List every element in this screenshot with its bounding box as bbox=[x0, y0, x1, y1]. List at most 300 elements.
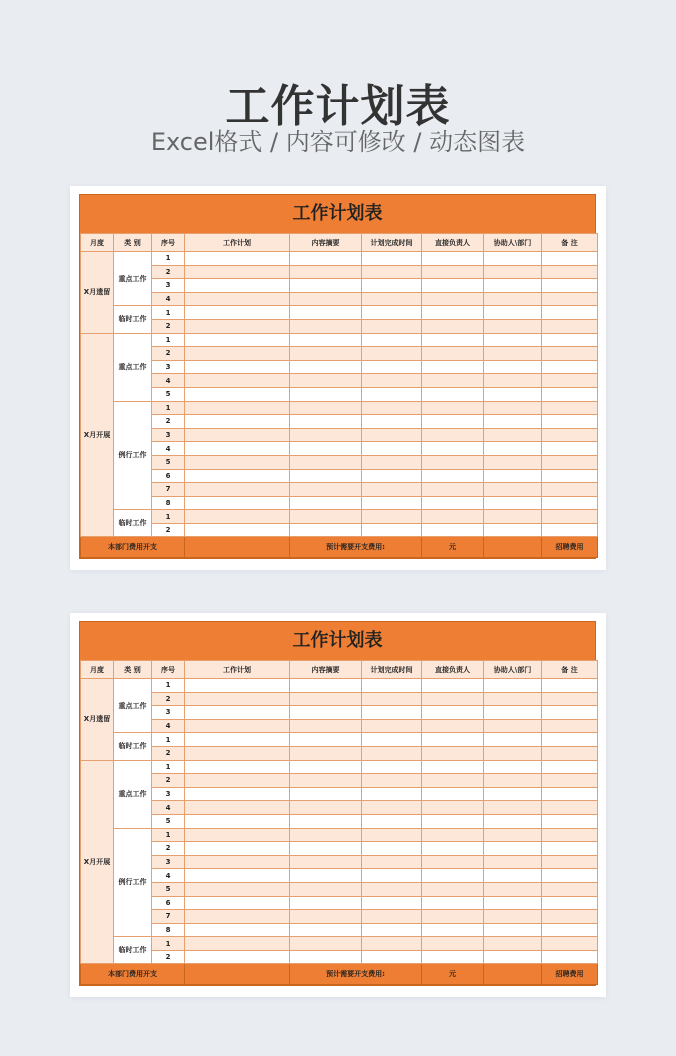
editable-cell[interactable] bbox=[484, 387, 542, 401]
editable-cell[interactable] bbox=[362, 760, 422, 774]
editable-cell[interactable] bbox=[185, 760, 290, 774]
editable-cell[interactable] bbox=[484, 896, 542, 910]
editable-cell[interactable] bbox=[290, 774, 362, 788]
editable-cell[interactable] bbox=[290, 855, 362, 869]
editable-cell[interactable] bbox=[290, 279, 362, 293]
editable-cell[interactable] bbox=[362, 801, 422, 815]
editable-cell[interactable] bbox=[484, 679, 542, 693]
editable-cell[interactable] bbox=[422, 360, 484, 374]
editable-cell[interactable] bbox=[185, 374, 290, 388]
editable-cell[interactable] bbox=[362, 428, 422, 442]
editable-cell[interactable] bbox=[484, 292, 542, 306]
editable-cell[interactable] bbox=[362, 360, 422, 374]
editable-cell[interactable] bbox=[362, 415, 422, 429]
editable-cell[interactable] bbox=[290, 719, 362, 733]
editable-cell[interactable] bbox=[290, 523, 362, 537]
editable-cell[interactable] bbox=[422, 706, 484, 720]
editable-cell[interactable] bbox=[362, 828, 422, 842]
editable-cell[interactable] bbox=[484, 347, 542, 361]
editable-cell[interactable] bbox=[290, 760, 362, 774]
editable-cell[interactable] bbox=[484, 801, 542, 815]
table-row bbox=[81, 910, 598, 924]
editable-cell[interactable] bbox=[362, 347, 422, 361]
editable-cell[interactable] bbox=[185, 882, 290, 896]
editable-cell[interactable] bbox=[290, 692, 362, 706]
editable-cell[interactable] bbox=[362, 252, 422, 266]
table-row bbox=[81, 719, 598, 733]
editable-cell[interactable] bbox=[290, 265, 362, 279]
editable-cell[interactable] bbox=[542, 869, 598, 883]
editable-cell[interactable] bbox=[362, 746, 422, 760]
editable-cell[interactable] bbox=[290, 706, 362, 720]
editable-cell[interactable] bbox=[542, 333, 598, 347]
row-number: 8 bbox=[152, 923, 185, 937]
editable-cell[interactable] bbox=[542, 842, 598, 856]
editable-cell[interactable] bbox=[290, 882, 362, 896]
editable-cell[interactable] bbox=[542, 319, 598, 333]
editable-cell[interactable] bbox=[484, 319, 542, 333]
editable-cell[interactable] bbox=[542, 814, 598, 828]
editable-cell[interactable] bbox=[290, 828, 362, 842]
editable-cell[interactable] bbox=[422, 415, 484, 429]
editable-cell[interactable] bbox=[422, 855, 484, 869]
editable-cell[interactable] bbox=[290, 923, 362, 937]
editable-cell[interactable] bbox=[362, 523, 422, 537]
header-row bbox=[81, 234, 598, 252]
footer-estimated-cost: 预计需要开支费用: bbox=[290, 537, 422, 558]
editable-cell[interactable] bbox=[422, 387, 484, 401]
editable-cell[interactable] bbox=[185, 896, 290, 910]
editable-cell[interactable] bbox=[422, 950, 484, 964]
editable-cell[interactable] bbox=[542, 428, 598, 442]
editable-cell[interactable] bbox=[422, 292, 484, 306]
editable-cell[interactable] bbox=[484, 306, 542, 320]
editable-cell[interactable] bbox=[185, 869, 290, 883]
editable-cell[interactable] bbox=[542, 265, 598, 279]
footer-department-cost: 本部门费用开支 bbox=[81, 537, 185, 558]
editable-cell[interactable] bbox=[542, 306, 598, 320]
editable-cell[interactable] bbox=[290, 374, 362, 388]
editable-cell[interactable] bbox=[362, 679, 422, 693]
editable-cell[interactable] bbox=[290, 842, 362, 856]
editable-cell[interactable] bbox=[542, 469, 598, 483]
editable-cell[interactable] bbox=[484, 733, 542, 747]
editable-cell[interactable] bbox=[185, 333, 290, 347]
editable-cell[interactable] bbox=[422, 719, 484, 733]
month-cell: X月开展 bbox=[81, 760, 114, 964]
editable-cell[interactable] bbox=[484, 374, 542, 388]
editable-cell[interactable] bbox=[290, 319, 362, 333]
row-number: 3 bbox=[152, 279, 185, 293]
editable-cell[interactable] bbox=[484, 855, 542, 869]
column-header: 直接负责人 bbox=[422, 234, 484, 252]
editable-cell[interactable] bbox=[185, 937, 290, 951]
editable-cell[interactable] bbox=[422, 333, 484, 347]
table-row bbox=[81, 882, 598, 896]
editable-cell[interactable] bbox=[362, 842, 422, 856]
editable-cell[interactable] bbox=[422, 828, 484, 842]
editable-cell[interactable] bbox=[484, 442, 542, 456]
editable-cell[interactable] bbox=[484, 760, 542, 774]
row-number: 2 bbox=[152, 774, 185, 788]
editable-cell[interactable] bbox=[484, 265, 542, 279]
month-cell: X月遗留 bbox=[81, 679, 114, 761]
editable-cell[interactable] bbox=[185, 679, 290, 693]
editable-cell[interactable] bbox=[185, 923, 290, 937]
editable-cell[interactable] bbox=[290, 896, 362, 910]
editable-cell[interactable] bbox=[290, 787, 362, 801]
editable-cell[interactable] bbox=[185, 483, 290, 497]
row-number: 3 bbox=[152, 428, 185, 442]
editable-cell[interactable] bbox=[362, 510, 422, 524]
editable-cell[interactable] bbox=[484, 869, 542, 883]
editable-cell[interactable] bbox=[542, 774, 598, 788]
editable-cell[interactable] bbox=[362, 292, 422, 306]
editable-cell[interactable] bbox=[185, 706, 290, 720]
editable-cell[interactable] bbox=[484, 469, 542, 483]
editable-cell[interactable] bbox=[362, 306, 422, 320]
editable-cell[interactable] bbox=[422, 523, 484, 537]
editable-cell[interactable] bbox=[185, 252, 290, 266]
editable-cell[interactable] bbox=[422, 910, 484, 924]
editable-cell[interactable] bbox=[362, 401, 422, 415]
editable-cell[interactable] bbox=[422, 733, 484, 747]
editable-cell[interactable] bbox=[290, 428, 362, 442]
editable-cell[interactable] bbox=[542, 347, 598, 361]
editable-cell[interactable] bbox=[290, 360, 362, 374]
table-row bbox=[81, 923, 598, 937]
editable-cell[interactable] bbox=[185, 292, 290, 306]
editable-cell[interactable] bbox=[362, 706, 422, 720]
editable-cell[interactable] bbox=[542, 374, 598, 388]
editable-cell[interactable] bbox=[542, 910, 598, 924]
editable-cell[interactable] bbox=[422, 814, 484, 828]
editable-cell[interactable] bbox=[542, 923, 598, 937]
table-row bbox=[81, 347, 598, 361]
category-cell: 重点工作 bbox=[114, 679, 152, 733]
editable-cell[interactable] bbox=[542, 855, 598, 869]
editable-cell[interactable] bbox=[542, 401, 598, 415]
editable-cell[interactable] bbox=[185, 814, 290, 828]
editable-cell[interactable] bbox=[362, 442, 422, 456]
editable-cell[interactable] bbox=[422, 774, 484, 788]
editable-cell[interactable] bbox=[185, 415, 290, 429]
spreadsheet bbox=[79, 621, 596, 986]
editable-cell[interactable] bbox=[185, 842, 290, 856]
row-number: 4 bbox=[152, 869, 185, 883]
editable-cell[interactable] bbox=[542, 896, 598, 910]
editable-cell[interactable] bbox=[542, 882, 598, 896]
column-header: 工作计划 bbox=[185, 661, 290, 679]
footer-recruit-cost: 招聘费用 bbox=[542, 537, 598, 558]
editable-cell[interactable] bbox=[422, 787, 484, 801]
editable-cell[interactable] bbox=[484, 774, 542, 788]
editable-cell[interactable] bbox=[422, 801, 484, 815]
editable-cell[interactable] bbox=[542, 746, 598, 760]
editable-cell[interactable] bbox=[362, 374, 422, 388]
editable-cell[interactable] bbox=[542, 360, 598, 374]
editable-cell[interactable] bbox=[484, 523, 542, 537]
editable-cell[interactable] bbox=[362, 910, 422, 924]
editable-cell[interactable] bbox=[185, 855, 290, 869]
editable-cell[interactable] bbox=[185, 787, 290, 801]
editable-cell[interactable] bbox=[484, 496, 542, 510]
editable-cell[interactable] bbox=[484, 455, 542, 469]
editable-cell[interactable] bbox=[422, 319, 484, 333]
editable-cell[interactable] bbox=[542, 719, 598, 733]
spreadsheet bbox=[79, 194, 596, 559]
editable-cell[interactable] bbox=[290, 496, 362, 510]
editable-cell[interactable] bbox=[362, 950, 422, 964]
editable-cell[interactable] bbox=[362, 469, 422, 483]
editable-cell[interactable] bbox=[422, 679, 484, 693]
editable-cell[interactable] bbox=[362, 733, 422, 747]
editable-cell[interactable] bbox=[290, 679, 362, 693]
editable-cell[interactable] bbox=[484, 882, 542, 896]
editable-cell[interactable] bbox=[290, 746, 362, 760]
editable-cell[interactable] bbox=[422, 937, 484, 951]
editable-cell[interactable] bbox=[542, 733, 598, 747]
editable-cell[interactable] bbox=[484, 937, 542, 951]
editable-cell[interactable] bbox=[542, 787, 598, 801]
editable-cell[interactable] bbox=[290, 387, 362, 401]
editable-cell[interactable] bbox=[422, 842, 484, 856]
editable-cell[interactable] bbox=[185, 401, 290, 415]
column-header: 计划完成时间 bbox=[362, 234, 422, 252]
editable-cell[interactable] bbox=[542, 950, 598, 964]
editable-cell[interactable] bbox=[185, 387, 290, 401]
editable-cell[interactable] bbox=[185, 523, 290, 537]
editable-cell[interactable] bbox=[484, 923, 542, 937]
editable-cell[interactable] bbox=[290, 483, 362, 497]
editable-cell[interactable] bbox=[362, 265, 422, 279]
editable-cell[interactable] bbox=[422, 455, 484, 469]
editable-cell[interactable] bbox=[185, 469, 290, 483]
footer-row bbox=[81, 964, 598, 985]
row-number: 1 bbox=[152, 679, 185, 693]
editable-cell[interactable] bbox=[542, 937, 598, 951]
category-cell: 例行工作 bbox=[114, 401, 152, 510]
editable-cell[interactable] bbox=[185, 950, 290, 964]
row-number: 2 bbox=[152, 692, 185, 706]
editable-cell[interactable] bbox=[362, 387, 422, 401]
editable-cell[interactable] bbox=[484, 333, 542, 347]
editable-cell[interactable] bbox=[542, 679, 598, 693]
footer-unit: 元 bbox=[422, 964, 484, 985]
editable-cell[interactable] bbox=[185, 265, 290, 279]
editable-cell[interactable] bbox=[290, 814, 362, 828]
editable-cell[interactable] bbox=[422, 483, 484, 497]
editable-cell[interactable] bbox=[362, 719, 422, 733]
editable-cell[interactable] bbox=[290, 455, 362, 469]
table-row bbox=[81, 706, 598, 720]
editable-cell[interactable] bbox=[362, 923, 422, 937]
editable-cell[interactable] bbox=[290, 510, 362, 524]
editable-cell[interactable] bbox=[362, 774, 422, 788]
editable-cell[interactable] bbox=[185, 746, 290, 760]
editable-cell[interactable] bbox=[542, 801, 598, 815]
footer-empty bbox=[185, 537, 290, 558]
editable-cell[interactable] bbox=[422, 496, 484, 510]
editable-cell[interactable] bbox=[422, 692, 484, 706]
editable-cell[interactable] bbox=[422, 510, 484, 524]
editable-cell[interactable] bbox=[290, 869, 362, 883]
editable-cell[interactable] bbox=[484, 787, 542, 801]
editable-cell[interactable] bbox=[542, 387, 598, 401]
editable-cell[interactable] bbox=[484, 814, 542, 828]
editable-cell[interactable] bbox=[422, 401, 484, 415]
editable-cell[interactable] bbox=[290, 950, 362, 964]
editable-cell[interactable] bbox=[484, 950, 542, 964]
editable-cell[interactable] bbox=[185, 801, 290, 815]
editable-cell[interactable] bbox=[422, 374, 484, 388]
editable-cell[interactable] bbox=[542, 828, 598, 842]
editable-cell[interactable] bbox=[422, 882, 484, 896]
editable-cell[interactable] bbox=[362, 937, 422, 951]
editable-cell[interactable] bbox=[185, 279, 290, 293]
editable-cell[interactable] bbox=[362, 319, 422, 333]
editable-cell[interactable] bbox=[542, 415, 598, 429]
editable-cell[interactable] bbox=[362, 896, 422, 910]
editable-cell[interactable] bbox=[290, 252, 362, 266]
editable-cell[interactable] bbox=[542, 692, 598, 706]
editable-cell[interactable] bbox=[290, 801, 362, 815]
column-header: 内容摘要 bbox=[290, 234, 362, 252]
row-number: 4 bbox=[152, 719, 185, 733]
editable-cell[interactable] bbox=[484, 692, 542, 706]
editable-cell[interactable] bbox=[290, 292, 362, 306]
row-number: 2 bbox=[152, 523, 185, 537]
editable-cell[interactable] bbox=[484, 415, 542, 429]
editable-cell[interactable] bbox=[484, 828, 542, 842]
editable-cell[interactable] bbox=[422, 252, 484, 266]
editable-cell[interactable] bbox=[185, 828, 290, 842]
editable-cell[interactable] bbox=[290, 937, 362, 951]
editable-cell[interactable] bbox=[542, 483, 598, 497]
editable-cell[interactable] bbox=[542, 523, 598, 537]
editable-cell[interactable] bbox=[542, 252, 598, 266]
editable-cell[interactable] bbox=[185, 496, 290, 510]
editable-cell[interactable] bbox=[422, 347, 484, 361]
editable-cell[interactable] bbox=[484, 252, 542, 266]
editable-cell[interactable] bbox=[290, 401, 362, 415]
row-number: 1 bbox=[152, 937, 185, 951]
editable-cell[interactable] bbox=[362, 455, 422, 469]
editable-cell[interactable] bbox=[484, 483, 542, 497]
category-cell: 重点工作 bbox=[114, 760, 152, 828]
row-number: 1 bbox=[152, 333, 185, 347]
editable-cell[interactable] bbox=[542, 510, 598, 524]
editable-cell[interactable] bbox=[185, 306, 290, 320]
editable-cell[interactable] bbox=[422, 869, 484, 883]
editable-cell[interactable] bbox=[362, 855, 422, 869]
editable-cell[interactable] bbox=[542, 760, 598, 774]
row-number: 5 bbox=[152, 882, 185, 896]
editable-cell[interactable] bbox=[362, 787, 422, 801]
editable-cell[interactable] bbox=[422, 746, 484, 760]
editable-cell[interactable] bbox=[484, 510, 542, 524]
editable-cell[interactable] bbox=[185, 319, 290, 333]
editable-cell[interactable] bbox=[362, 279, 422, 293]
editable-cell[interactable] bbox=[484, 360, 542, 374]
editable-cell[interactable] bbox=[185, 442, 290, 456]
editable-cell[interactable] bbox=[422, 279, 484, 293]
row-number: 6 bbox=[152, 469, 185, 483]
editable-cell[interactable] bbox=[422, 469, 484, 483]
editable-cell[interactable] bbox=[484, 746, 542, 760]
category-cell: 例行工作 bbox=[114, 828, 152, 937]
editable-cell[interactable] bbox=[185, 347, 290, 361]
column-header: 序号 bbox=[152, 661, 185, 679]
table-row bbox=[81, 292, 598, 306]
editable-cell[interactable] bbox=[484, 842, 542, 856]
editable-cell[interactable] bbox=[484, 706, 542, 720]
editable-cell[interactable] bbox=[362, 483, 422, 497]
editable-cell[interactable] bbox=[542, 442, 598, 456]
editable-cell[interactable] bbox=[362, 882, 422, 896]
editable-cell[interactable] bbox=[484, 719, 542, 733]
editable-cell[interactable] bbox=[185, 455, 290, 469]
editable-cell[interactable] bbox=[422, 442, 484, 456]
row-number: 3 bbox=[152, 360, 185, 374]
column-header: 内容摘要 bbox=[290, 661, 362, 679]
editable-cell[interactable] bbox=[484, 279, 542, 293]
editable-cell[interactable] bbox=[362, 814, 422, 828]
editable-cell[interactable] bbox=[542, 706, 598, 720]
editable-cell[interactable] bbox=[185, 774, 290, 788]
editable-cell[interactable] bbox=[362, 869, 422, 883]
editable-cell[interactable] bbox=[484, 401, 542, 415]
month-cell: X月遗留 bbox=[81, 252, 114, 334]
editable-cell[interactable] bbox=[422, 760, 484, 774]
editable-cell[interactable] bbox=[422, 428, 484, 442]
editable-cell[interactable] bbox=[290, 415, 362, 429]
row-number: 1 bbox=[152, 760, 185, 774]
editable-cell[interactable] bbox=[290, 910, 362, 924]
editable-cell[interactable] bbox=[422, 306, 484, 320]
editable-cell[interactable] bbox=[290, 442, 362, 456]
editable-cell[interactable] bbox=[484, 910, 542, 924]
row-number: 4 bbox=[152, 442, 185, 456]
editable-cell[interactable] bbox=[185, 719, 290, 733]
editable-cell[interactable] bbox=[362, 496, 422, 510]
editable-cell[interactable] bbox=[185, 692, 290, 706]
editable-cell[interactable] bbox=[422, 265, 484, 279]
editable-cell[interactable] bbox=[185, 510, 290, 524]
editable-cell[interactable] bbox=[290, 347, 362, 361]
editable-cell[interactable] bbox=[185, 428, 290, 442]
editable-cell[interactable] bbox=[290, 306, 362, 320]
editable-cell[interactable] bbox=[290, 333, 362, 347]
editable-cell[interactable] bbox=[422, 896, 484, 910]
editable-cell[interactable] bbox=[542, 292, 598, 306]
table-row bbox=[81, 374, 598, 388]
editable-cell[interactable] bbox=[290, 733, 362, 747]
sheet-title: 工作计划表 bbox=[80, 195, 595, 233]
editable-cell[interactable] bbox=[362, 333, 422, 347]
table-row bbox=[81, 306, 598, 320]
editable-cell[interactable] bbox=[422, 923, 484, 937]
editable-cell[interactable] bbox=[484, 428, 542, 442]
editable-cell[interactable] bbox=[542, 279, 598, 293]
editable-cell[interactable] bbox=[362, 692, 422, 706]
editable-cell[interactable] bbox=[185, 910, 290, 924]
editable-cell[interactable] bbox=[185, 360, 290, 374]
editable-cell[interactable] bbox=[542, 496, 598, 510]
editable-cell[interactable] bbox=[542, 455, 598, 469]
editable-cell[interactable] bbox=[290, 469, 362, 483]
editable-cell[interactable] bbox=[185, 733, 290, 747]
